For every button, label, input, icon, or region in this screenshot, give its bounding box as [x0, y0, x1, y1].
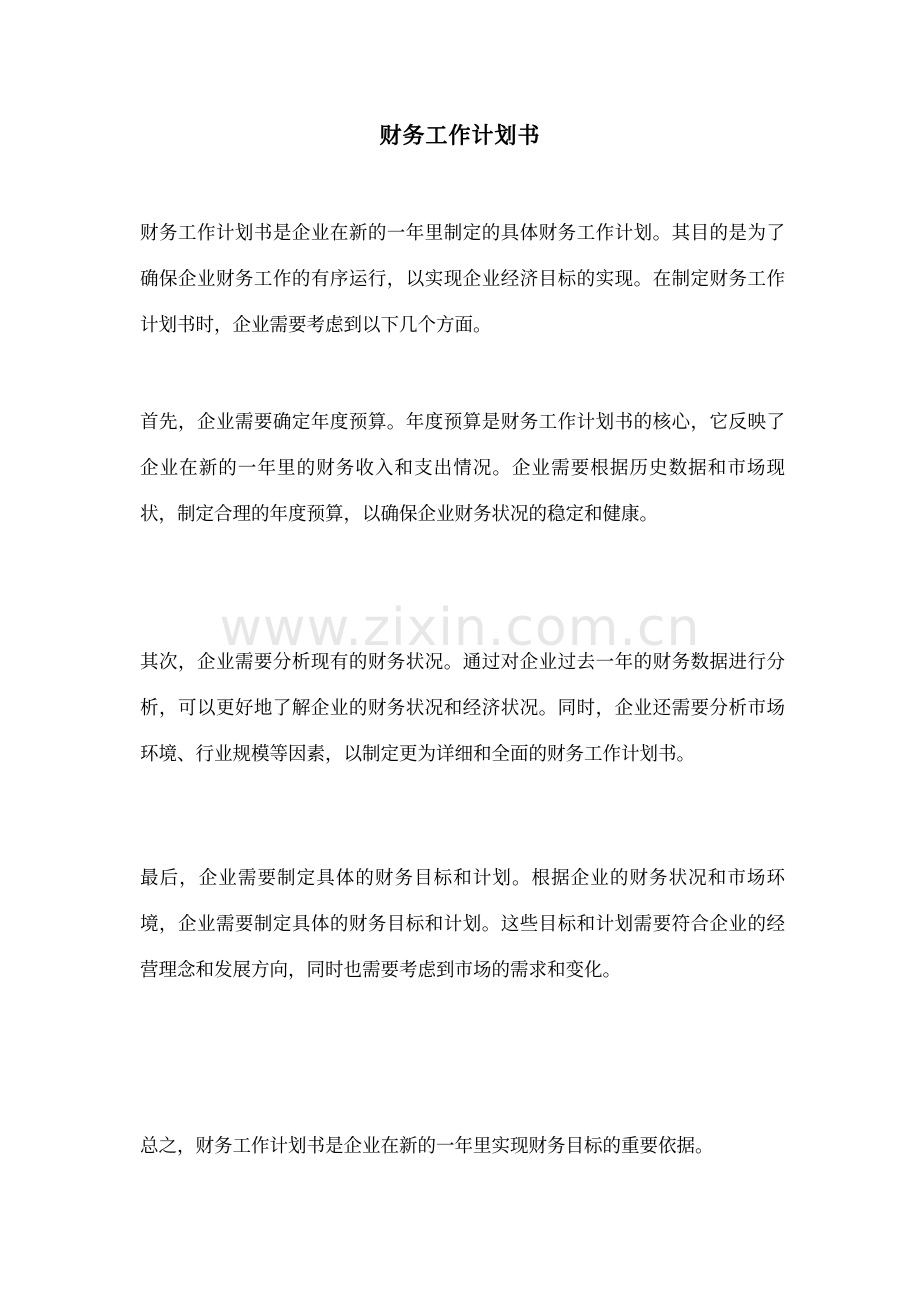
paragraph-conclusion: 总之，财务工作计划书是企业在新的一年里实现财务目标的重要依据。 — [140, 1136, 714, 1157]
paragraph-budget: 首先，企业需要确定年度预算。年度预算是财务工作计划书的核心，它反映了企业在新的一年里的财务收入和支出情况。企业需要根据历史数据和市场现状，制定合理的年度预算，以确保企业财务状况的稳定和健康。 — [140, 412, 785, 525]
document-title: 财务工作计划书 — [379, 123, 541, 149]
paragraph-analysis: 其次，企业需要分析现有的财务状况。通过对企业过去一年的财务数据进行分析，可以更好地了解企业的财务状况和经济状况。同时，企业还需要分析市场环境、行业规模等因素，以制定更为详细和全面的财务工作计划书。 — [140, 652, 785, 765]
paragraph-intro: 财务工作计划书是企业在新的一年里制定的具体财务工作计划。其目的是为了确保企业财务工作的有序运行，以实现企业经济目标的实现。在制定财务工作计划书时，企业需要考虑到以下几个方面。 — [140, 223, 785, 336]
paragraph-targets: 最后，企业需要制定具体的财务目标和计划。根据企业的财务状况和市场环境，企业需要制定具体的财务目标和计划。这些目标和计划需要符合企业的经营理念和发展方向，同时也需要考虑到市场的需求和变化。 — [140, 868, 785, 981]
watermark: www.zixin.com.cn — [219, 598, 701, 658]
